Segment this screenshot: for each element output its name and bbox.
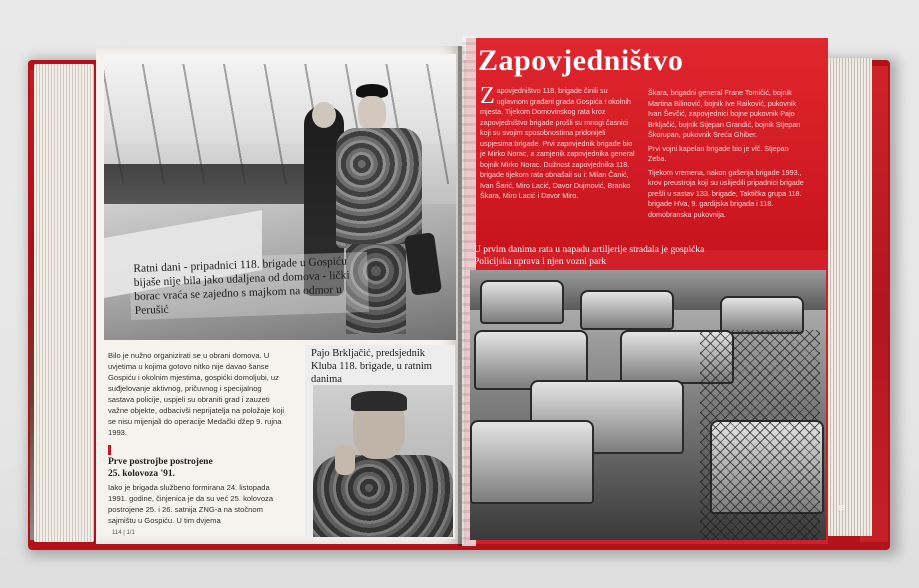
- photo-destroyed-cars: [470, 270, 826, 540]
- photo-soldier-face: [358, 96, 386, 130]
- destroyed-cars-caption: [474, 244, 814, 268]
- left-body-text: [108, 350, 286, 530]
- column-1-text: apovjedništvo 118. brigade činili su uglavnom građani grada Gospića i okolnih mjesta. Tijekom Domovinskog rata kroz zapovjedništvo brigade prošli su mnogi časnici koji su svojim sposobnostima pridonijeli uspjesima brigade. Prvi zapovjednik brigade bio je Mirko Norac, a zamjenik zapovjednika general bojnik Mirko Norac. Dužnost zapovjednika 118. brigade tijekom rata obnašali su i: Milan Čanić, Ivan Šarić, Miro Lacić, Davor Dujmović, Branko Škara, Miro Lacić i Davor Miro.: [480, 86, 635, 200]
- photo-woman-head: [312, 102, 336, 128]
- body-paragraph-2: Iako je brigada službeno formirana 24. listopada 1991. godine, činjenica je da su već 25. kolovoza postrojene 25. i 26. satnija ZNG-a na stočnom sajmištu u Gospiću. U tim dvjema: [108, 483, 274, 525]
- right-column-1: [480, 83, 636, 205]
- page-number-right: 15: [838, 506, 845, 512]
- subhead-line-2: 25. kolovoza '91.: [108, 469, 176, 479]
- car-7: [470, 420, 594, 504]
- page-title: Zapovjedništvo: [478, 44, 684, 77]
- right-column-2: [648, 88, 808, 223]
- page-number-left: 114 | 1/1: [112, 530, 135, 536]
- caption-line-1: U prvim danima rata u napadu artiljerije stradala je gospićka: [474, 245, 705, 255]
- car-1: [480, 280, 564, 324]
- photo-caption-top: Ratni dani - pripadnici 118. brigade u Gospiću bijaše nije bila jako udaljena od domova - lički borac vraća se zajedno s majkom na odmor u Perušić: [129, 252, 369, 320]
- column-2-para-1: Škara, brigadni general Frane Tomičić, bojnik Martina Bilinović, bojnik Ive Raiković, pukovnik Ivan Ševčić, zapovjednici bojne pukovnik Pajo Brkljačić, bojnik Stjepan Grandić, bojnik Stjepan Škorupan, pukovnik Sreća Ghiber.: [648, 88, 801, 139]
- portrait-caption: Pajo Brkljačić, predsjednik Kluba 118. brigade, u ratnim danima: [311, 348, 432, 385]
- drop-cap: Z: [480, 83, 495, 109]
- car-3: [720, 296, 804, 334]
- portrait-block: [305, 345, 455, 539]
- photo-fence: [700, 330, 820, 540]
- portrait-hair: [351, 391, 407, 411]
- subhead-marker: [108, 445, 111, 455]
- portrait-photo: [313, 385, 453, 537]
- photo-soldier-body: [336, 128, 422, 248]
- caption-line-2: Policijska uprava i njen vozni park: [474, 257, 607, 267]
- page-stack-right: [822, 58, 872, 536]
- body-paragraph: Bilo je nužno organizirati se u obrani domova. U uvjetima u kojima gotovo nitko nije davao šanse Gospiću i okolnim mjestima, gospićki domoljubi, uz suđjelovanje aktivnog, pričuvnog i specijalnog sastava policije, uspjeli su obraniti grad i zauzeti važne objekte, odbacivši neprijatelja na položaje koji se nisu mijenjali do operacije Medački džep 9. rujna 1993.: [108, 351, 285, 437]
- car-2: [580, 290, 674, 330]
- page-stack-left: [34, 64, 94, 542]
- portrait-hand: [335, 445, 355, 475]
- column-2-para-3: Tijekom vremena, nakon gašenja brigade 1993., krov preustroja koji su uslijedili pripadnici brigade prešli u sastav 133. brigade, Taktička grupa 118. brigade HVa, 9. gardijska brigada i 118. domobranska pukovnija.: [648, 167, 804, 219]
- subhead-line-1: Prve postrojbe postrojene: [108, 444, 286, 468]
- column-2-para-2: Prvi vojni kapelan brigade bio je vlč. Stjepan Zeba.: [648, 143, 789, 163]
- portrait-uniform: [313, 455, 453, 537]
- subhead: [108, 444, 286, 480]
